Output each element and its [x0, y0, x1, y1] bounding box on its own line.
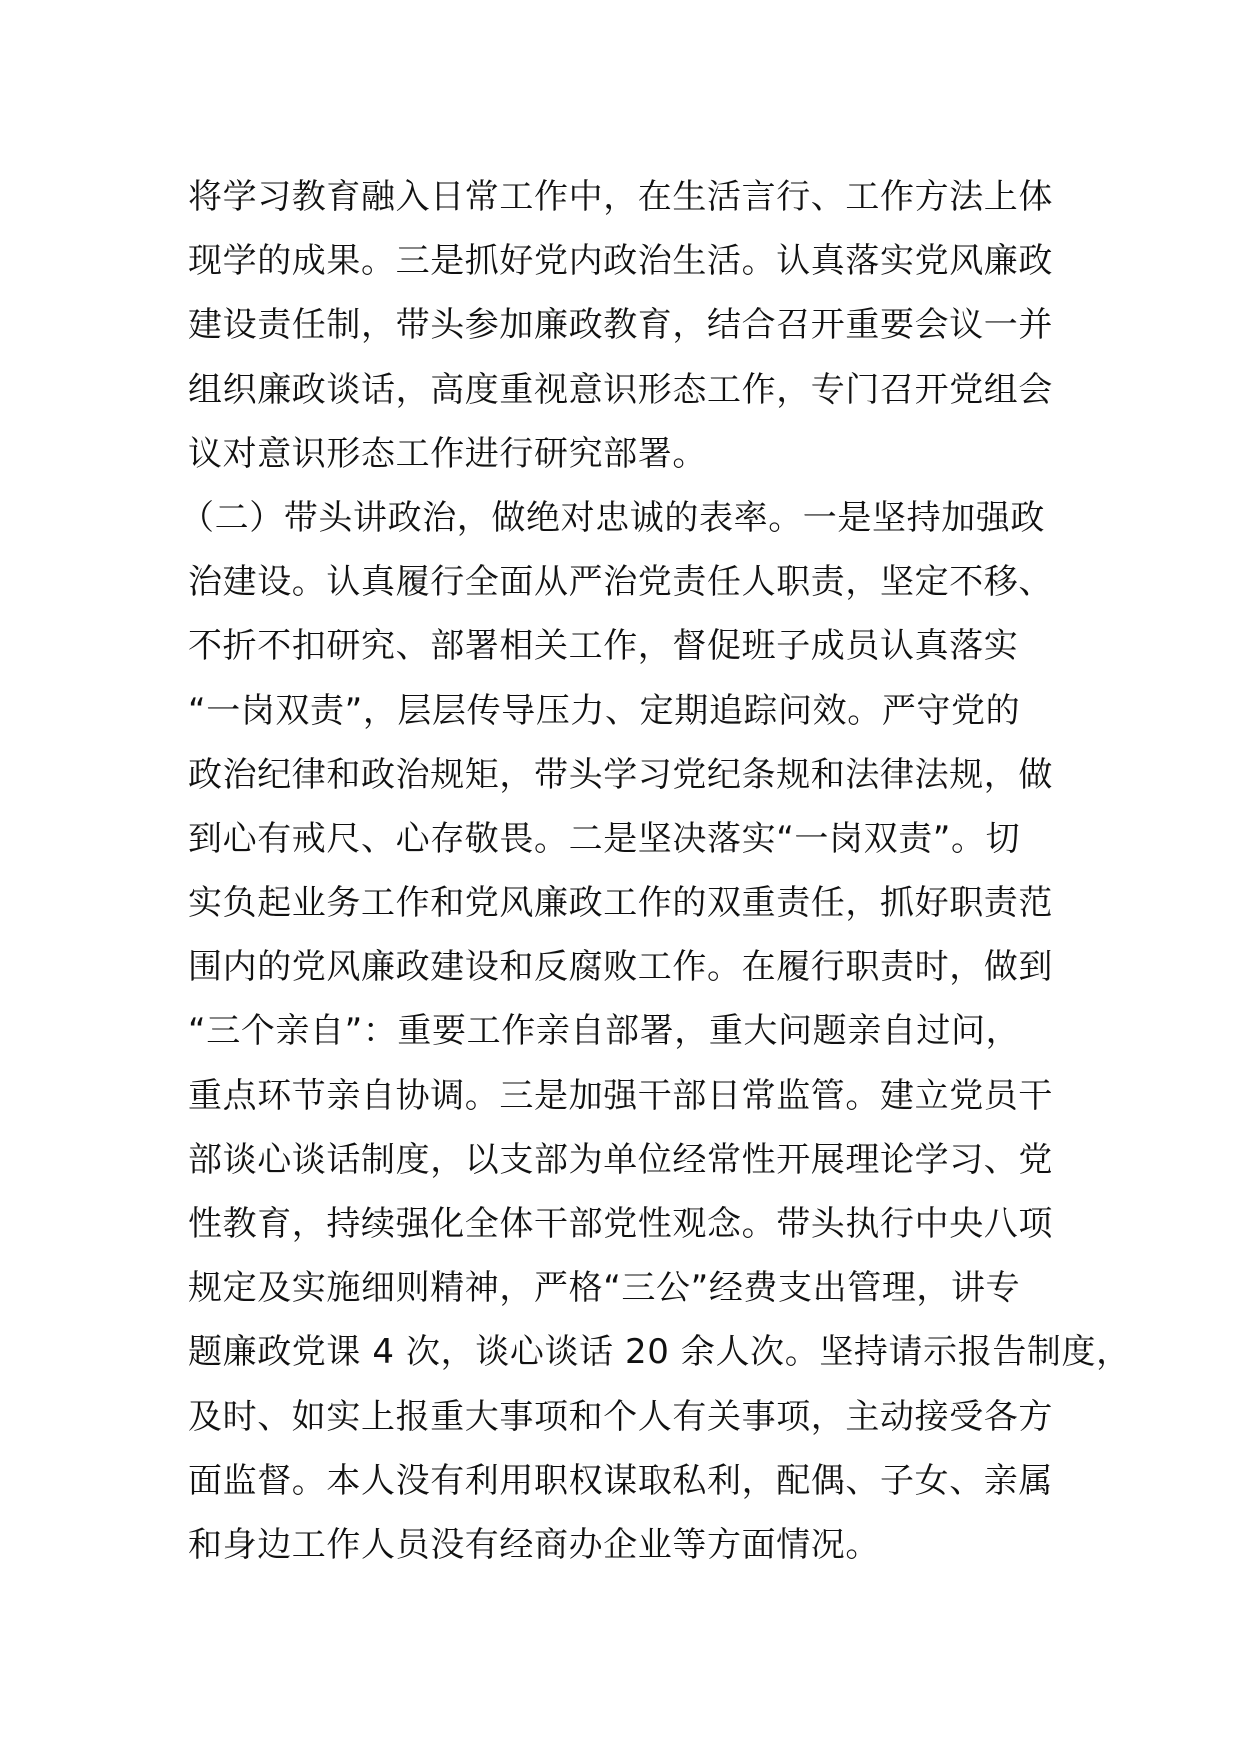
- text-line: 围内的党风廉政建设和反腐败工作。在履行职责时，做到: [188, 947, 1053, 988]
- text-line: 实负起业务工作和党风廉政工作的双重责任，抓好职责范: [188, 883, 1053, 924]
- text-line: 重点环节亲自协调。三是加强干部日常监管。建立党员干: [188, 1075, 1053, 1116]
- text-line: 到心有戒尺、心存敬畏。二是坚决落实“一岗双责”。切: [188, 818, 1021, 859]
- text-line: “三个亲自”：重要工作亲自部署，重大问题亲自过问，: [188, 1011, 1021, 1052]
- text-line: “一岗双责”，层层传导压力、定期追踪问效。严守党的: [188, 690, 1021, 731]
- section-heading-line: （二）带头讲政治，做绝对忠诚的表率。一是坚持加强政: [180, 497, 1045, 538]
- text-line: 性教育，持续强化全体干部党性观念。带头执行中央八项: [188, 1204, 1053, 1244]
- text-line: 将学习教育融入日常工作中，在生活言行、工作方法上体: [188, 177, 1053, 217]
- text-line: 组织廉政谈话，高度重视意识形态工作，专门召开党组会: [188, 369, 1053, 410]
- text-line: 政治纪律和政治规矩，带头学习党纪条规和法律法规，做: [188, 754, 1053, 795]
- text-line: 面监督。本人没有利用职权谋取私利，配偶、子女、亲属: [188, 1460, 1053, 1501]
- text-line: 部谈心谈话制度，以支部为单位经常性开展理论学习、党: [188, 1139, 1053, 1180]
- text-line: 规定及实施细则精神，严格“三公”经费支出管理，讲专: [188, 1268, 1021, 1309]
- body-text: [180, 165, 1131, 1577]
- text-line: 及时、如实上报重大事项和个人有关事项，主动接受各方: [188, 1396, 1053, 1437]
- text-line: 治建设。认真履行全面从严治党责任人职责，坚定不移、: [188, 562, 1053, 603]
- text-line: 现学的成果。三是抓好党内政治生活。认真落实党风廉政: [188, 241, 1053, 282]
- text-line: 和身边工作人员没有经商办企业等方面情况。: [188, 1524, 880, 1565]
- text-line: 建设责任制，带头参加廉政教育，结合召开重要会议一并: [188, 305, 1053, 346]
- text-line: 不折不扣研究、部署相关工作，督促班子成员认真落实: [188, 626, 1019, 667]
- text-line: 议对意识形态工作进行研究部署。: [188, 433, 707, 474]
- text-line: 题廉政党课 4 次，谈心谈话 20 余人次。坚持请示报告制度，: [188, 1332, 1131, 1373]
